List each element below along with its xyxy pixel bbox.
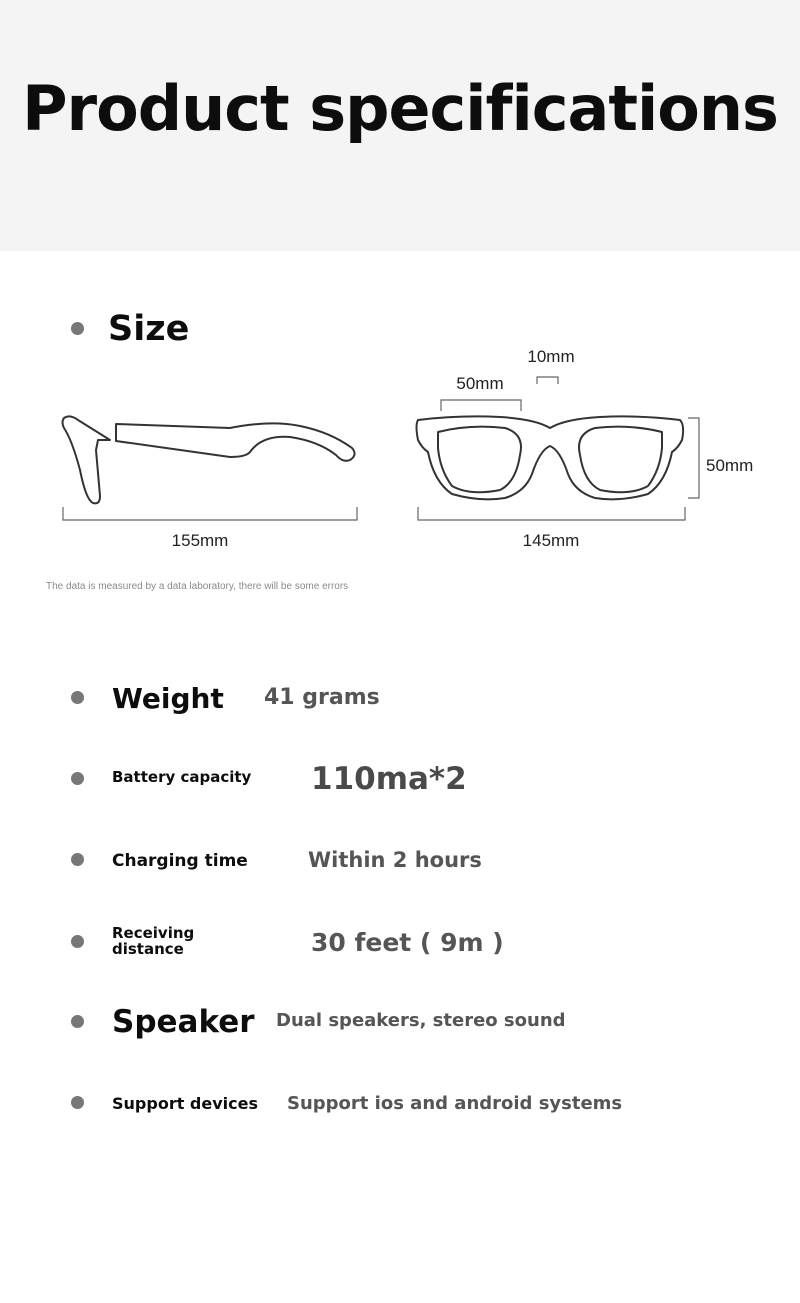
page-title: Product specifications	[22, 72, 778, 145]
measurement-disclaimer: The data is measured by a data laboratory, there will be some errors	[46, 581, 349, 592]
speaker-bullet	[71, 1015, 84, 1028]
bridge-width-label: 10mm	[527, 347, 575, 366]
frame-width-label: 145mm	[522, 531, 580, 550]
header-banner	[0, 0, 800, 251]
battery-label: Battery capacity	[112, 768, 252, 786]
charging-label: Charging time	[112, 851, 248, 871]
receiving-bullet	[71, 935, 84, 948]
receiving-label: Receiving distance	[112, 924, 195, 958]
receiving-value: 30 feet ( 9m )	[311, 928, 504, 957]
battery-bullet	[71, 772, 84, 785]
size-heading: Size	[108, 309, 190, 349]
charging-bullet	[71, 853, 84, 866]
front-view-glasses-icon	[417, 416, 684, 499]
charging-value: Within 2 hours	[308, 848, 482, 872]
weight-label: Weight	[112, 682, 224, 715]
weight-bullet	[71, 691, 84, 704]
lens-width-label: 50mm	[456, 374, 504, 393]
battery-value: 110ma*2	[311, 761, 467, 797]
weight-value: 41 grams	[264, 685, 380, 710]
frame-height-label: 50mm	[706, 456, 754, 475]
support-bullet	[71, 1096, 84, 1109]
speaker-value: Dual speakers, stereo sound	[276, 1010, 566, 1031]
speaker-label: Speaker	[112, 1004, 255, 1040]
size-bullet	[71, 322, 84, 335]
side-view-glasses-icon	[63, 416, 355, 503]
support-value: Support ios and android systems	[287, 1093, 623, 1114]
glasses-size-diagram	[0, 340, 800, 570]
support-label: Support devices	[112, 1094, 258, 1113]
temple-length-label: 155mm	[171, 531, 229, 550]
